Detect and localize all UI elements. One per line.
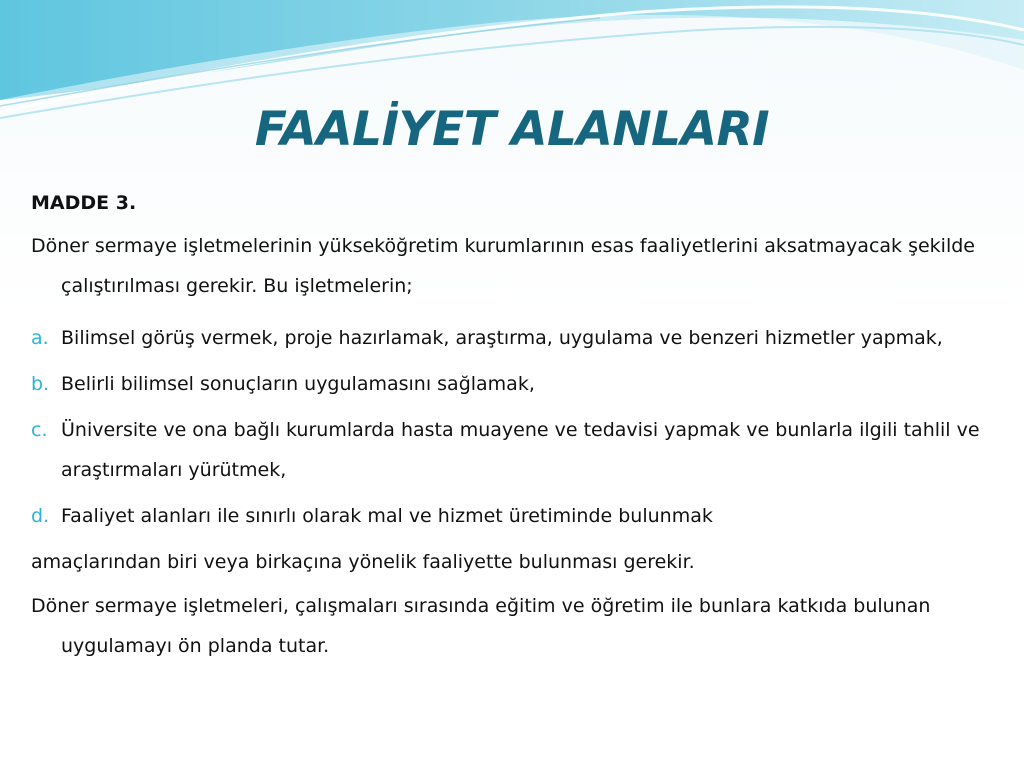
list-item-text: Faaliyet alanları ile sınırlı olarak mal ve hizmet üretiminde bulunmak (61, 505, 713, 527)
list-marker: c. (31, 419, 48, 441)
list-item-text: Bilimsel görüş vermek, proje hazırlamak, araştırma, uygulama ve benzeri hizmetler yapmak, (61, 327, 943, 349)
list-item (31, 318, 991, 358)
closing-paragraph: Döner sermaye işletmeleri, çalışmaları sırasında eğitim ve öğretim ile bunlara katkıda bulunan uygulamayı ön planda tutar. (31, 595, 931, 657)
list-item-text: Üniversite ve ona bağlı kurumlarda hasta muayene ve tedavisi yapmak ve bunlarla ilgili tahlil ve araştırmaları yürütmek, (61, 419, 980, 481)
list-marker: b. (31, 373, 50, 395)
list-item (31, 410, 991, 490)
article-heading: MADDE 3. (31, 192, 137, 214)
list-item (31, 496, 991, 536)
list-item (31, 364, 991, 404)
list-item-text: Belirli bilimsel sonuçların uygulamasını sağlamak, (61, 373, 535, 395)
intro-paragraph: Döner sermaye işletmelerinin yükseköğretim kurumlarının esas faaliyetlerini aksatmayacak şekilde çalıştırılması gerekir. Bu işletmelerin; (31, 235, 975, 297)
slide-title: FAALİYET ALANLARI (254, 102, 770, 157)
list-marker: d. (31, 505, 50, 527)
list-marker: a. (31, 327, 49, 349)
slide-body (31, 188, 991, 678)
purpose-paragraph: amaçlarından biri veya birkaçına yönelik faaliyette bulunması gerekir. (31, 551, 695, 573)
